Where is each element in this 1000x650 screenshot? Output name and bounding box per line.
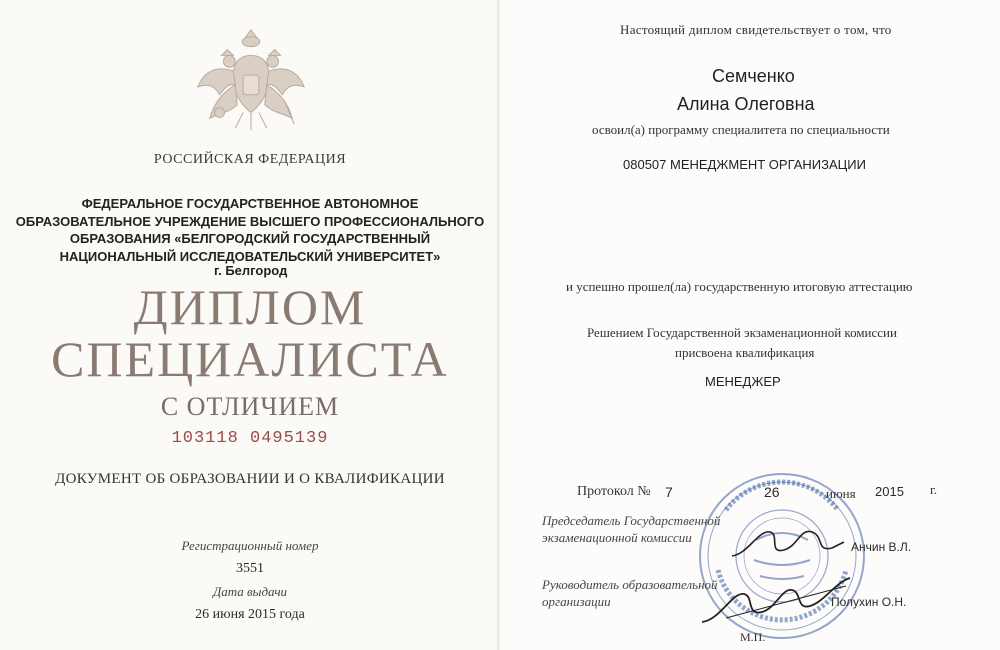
graduate-surname: Семченко	[712, 66, 795, 86]
head-name: Полухин О.Н.	[831, 595, 907, 609]
double-headed-eagle-icon	[192, 22, 310, 140]
right-page	[500, 0, 1000, 650]
qualification: МЕНЕДЖЕР	[705, 374, 781, 389]
institution-line-4: НАЦИОНАЛЬНЫЙ ИССЛЕДОВАТЕЛЬСКИЙ УНИВЕРСИТЕТ»	[59, 249, 441, 264]
attestation-text: и успешно прошел(ла) государственную итоговую аттестацию	[566, 279, 913, 294]
institution-city: г. Белгород	[214, 263, 288, 278]
protocol-number: 7	[665, 484, 673, 500]
document-type: ДОКУМЕНТ ОБ ОБРАЗОВАНИИ И О КВАЛИФИКАЦИИ	[55, 471, 445, 487]
institution-line-1: ФЕДЕРАЛЬНОЕ ГОСУДАРСТВЕННОЕ АВТОНОМНОЕ	[81, 196, 419, 211]
chair-signature-icon	[728, 520, 848, 564]
honors-label: С ОТЛИЧИЕМ	[160, 392, 340, 421]
commission-decision-text: Решением Государственной экзаменационной комиссии	[587, 325, 897, 340]
mastered-program-text: освоил(а) программу специалитета по специальности	[592, 122, 890, 137]
protocol-month: июня	[826, 486, 856, 501]
specialty: 080507 МЕНЕДЖМЕНТ ОРГАНИЗАЦИИ	[623, 157, 866, 172]
country-name: РОССИЙСКАЯ ФЕДЕРАЦИЯ	[153, 152, 347, 167]
graduate-given-names: Алина Олеговна	[677, 94, 815, 114]
registration-label: Регистрационный номер	[181, 538, 319, 553]
protocol-year-suffix: г.	[930, 482, 938, 497]
issue-date: 26 июня 2015 года	[195, 607, 305, 622]
intro-text: Настоящий диплом свидетельствует о том, что	[620, 22, 892, 37]
institution-line-2: ОБРАЗОВАТЕЛЬНОЕ УЧРЕЖДЕНИЕ ВЫСШЕГО ПРОФЕССИОНАЛЬНОГО	[15, 214, 485, 229]
protocol-year: 2015	[875, 484, 904, 499]
diploma-title: ДИПЛОМ	[133, 279, 367, 335]
seal-place-mark: М.П.	[740, 630, 766, 644]
registration-number: 3551	[236, 561, 264, 576]
protocol-label: Протокол №	[577, 484, 651, 499]
chair-title: Председатель Государственной экзаменационной комиссии	[542, 513, 721, 545]
protocol-day: 26	[764, 484, 780, 500]
chair-name: Анчин В.Л.	[851, 540, 912, 554]
qualification-assigned-text: присвоена квалификация	[675, 345, 815, 360]
head-title: Руководитель образовательной организации	[542, 577, 718, 609]
serial-number: 103118 0495139	[171, 429, 329, 448]
diploma-subtitle: СПЕЦИАЛИСТА	[51, 331, 449, 387]
issue-date-label: Дата выдачи	[212, 584, 288, 599]
institution-line-3: ОБРАЗОВАНИЯ «БЕЛГОРОДСКИЙ ГОСУДАРСТВЕННЫЙ	[69, 231, 431, 246]
